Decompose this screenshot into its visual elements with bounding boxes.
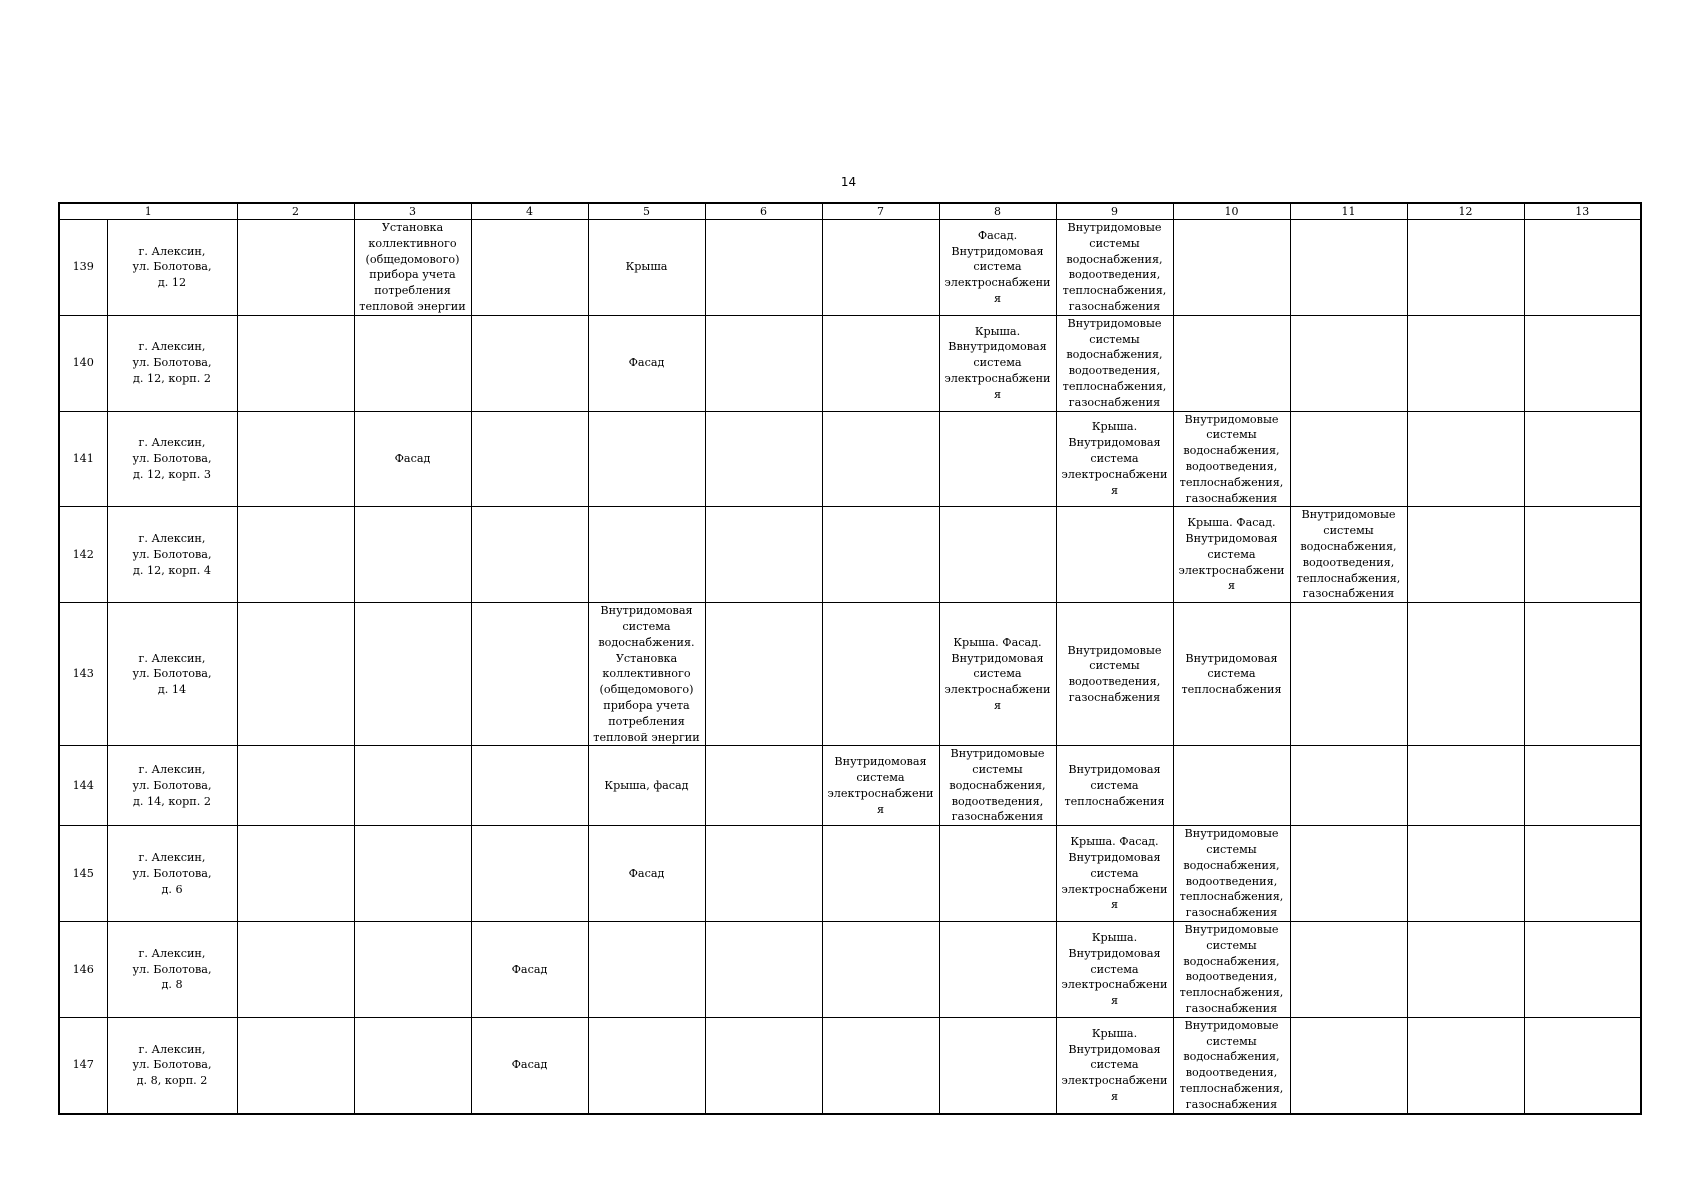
cell-text: г. Алексин, ул. Болотова, д. 6 — [132, 850, 212, 896]
work-cell-6 — [705, 603, 822, 746]
work-cell-4 — [471, 922, 588, 1018]
cell-text: Внутридомовая система водоснабжения. Установка коллективного (общедомового) прибора учета потребления тепловой энергии — [593, 604, 700, 744]
cell-text: Установка коллективного (общедомового) прибора учета потребления тепловой энергии — [359, 221, 466, 313]
cell-text: Фасад. Внутридомовая система электроснабжения — [944, 228, 1051, 306]
table-row — [59, 220, 1641, 316]
work-cell-8 — [939, 220, 1056, 316]
work-cell-13 — [1524, 411, 1641, 507]
row-number-cell — [59, 315, 107, 411]
header-cell: 9 — [1056, 203, 1173, 220]
address-cell — [107, 826, 237, 922]
cell-text: Крыша. Фасад. Внутридомовая система электроснабжения — [1178, 516, 1285, 593]
work-cell-11 — [1290, 411, 1407, 507]
work-cell-11 — [1290, 922, 1407, 1018]
cell-text: Внутридомовая система электроснабжения — [827, 755, 934, 816]
cell-text: Внутридомовые системы водоснабжения, водоотведения, теплоснабжения, газоснабжения — [1179, 1018, 1284, 1111]
work-cell-11 — [1290, 1017, 1407, 1113]
work-cell-8 — [939, 826, 1056, 922]
page-number: 14 — [840, 175, 857, 189]
work-cell-13 — [1524, 1017, 1641, 1113]
repair-schedule-table — [58, 202, 1642, 1115]
work-cell-10 — [1173, 922, 1290, 1018]
work-cell-10 — [1173, 507, 1290, 603]
work-cell-11 — [1290, 315, 1407, 411]
table-row — [59, 411, 1641, 507]
cell-text: Фасад — [394, 452, 431, 466]
work-cell-3 — [354, 826, 471, 922]
cell-text: Крыша. Внутридомовая система электроснабжения — [1061, 930, 1168, 1008]
work-cell-3 — [354, 507, 471, 603]
cell-text: Фасад — [511, 1058, 548, 1072]
work-cell-5 — [588, 826, 705, 922]
work-cell-5 — [588, 315, 705, 411]
cell-text: г. Алексин, ул. Болотова, д. 12, корп. 2 — [132, 340, 212, 386]
table-row — [59, 1017, 1641, 1113]
cell-text: Фасад — [628, 866, 665, 880]
work-cell-6 — [705, 220, 822, 316]
row-number-cell — [59, 1017, 107, 1113]
table-row — [59, 603, 1641, 746]
cell-text: Крыша — [625, 260, 668, 274]
work-cell-10 — [1173, 411, 1290, 507]
cell-text: Внутридомовые системы водоснабжения, водоотведения, газоснабжения — [949, 747, 1046, 824]
work-cell-12 — [1407, 1017, 1524, 1113]
work-cell-6 — [705, 826, 822, 922]
work-cell-11 — [1290, 507, 1407, 603]
work-cell-4 — [471, 507, 588, 603]
work-cell-5 — [588, 746, 705, 826]
cell-text: Крыша. Фасад. Внутридомовая система электроснабжения — [1061, 835, 1168, 912]
cell-text: 141 — [72, 452, 94, 466]
header-cell: 13 — [1524, 203, 1641, 220]
work-cell-9 — [1056, 411, 1173, 507]
address-cell — [107, 746, 237, 826]
header-cell: 1 — [59, 203, 237, 220]
address-cell — [107, 315, 237, 411]
work-cell-13 — [1524, 826, 1641, 922]
work-cell-4 — [471, 603, 588, 746]
header-cell: 10 — [1173, 203, 1290, 220]
cell-text: Крыша, фасад — [604, 778, 689, 792]
cell-text: Внутридомовая система теплоснабжения — [1181, 651, 1282, 697]
work-cell-5 — [588, 411, 705, 507]
work-cell-13 — [1524, 220, 1641, 316]
work-cell-11 — [1290, 220, 1407, 316]
table-row — [59, 746, 1641, 826]
work-cell-13 — [1524, 507, 1641, 603]
row-number-cell — [59, 603, 107, 746]
work-cell-3 — [354, 1017, 471, 1113]
cell-text: г. Алексин, ул. Болотова, д. 14 — [132, 651, 212, 697]
cell-text: 145 — [72, 866, 94, 880]
cell-text: Внутридомовые системы водоснабжения, водоотведения, теплоснабжения, газоснабжения — [1179, 923, 1284, 1016]
work-cell-9 — [1056, 220, 1173, 316]
cell-text: Фасад — [511, 962, 548, 976]
header-cell: 2 — [237, 203, 354, 220]
cell-text: г. Алексин, ул. Болотова, д. 14, корп. 2 — [132, 763, 212, 808]
work-cell-8 — [939, 507, 1056, 603]
work-cell-7 — [822, 746, 939, 826]
work-cell-2 — [237, 603, 354, 746]
work-cell-12 — [1407, 411, 1524, 507]
work-cell-2 — [237, 507, 354, 603]
work-cell-3 — [354, 220, 471, 316]
work-cell-2 — [237, 1017, 354, 1113]
address-cell — [107, 922, 237, 1018]
work-cell-9 — [1056, 315, 1173, 411]
work-cell-10 — [1173, 826, 1290, 922]
work-cell-10 — [1173, 220, 1290, 316]
work-cell-10 — [1173, 315, 1290, 411]
table-row — [59, 315, 1641, 411]
cell-text: Внутридомовые системы водоснабжения, водоотведения, теплоснабжения, газоснабжения — [1062, 316, 1167, 409]
work-cell-7 — [822, 315, 939, 411]
cell-text: Крыша. Ввнутридомовая система электроснабжения — [944, 324, 1051, 401]
work-cell-12 — [1407, 922, 1524, 1018]
work-cell-13 — [1524, 603, 1641, 746]
work-cell-2 — [237, 746, 354, 826]
cell-text: Крыша. Внутридомовая система электроснабжения — [1061, 1026, 1168, 1103]
work-cell-6 — [705, 922, 822, 1018]
cell-text: Крыша. Внутридомовая система электроснабжения — [1061, 420, 1168, 497]
work-cell-12 — [1407, 746, 1524, 826]
cell-text: Крыша. Фасад. Внутридомовая система электроснабжения — [944, 635, 1051, 712]
work-cell-6 — [705, 1017, 822, 1113]
work-cell-9 — [1056, 603, 1173, 746]
work-cell-7 — [822, 507, 939, 603]
work-cell-4 — [471, 746, 588, 826]
table-row — [59, 922, 1641, 1018]
row-number-cell — [59, 746, 107, 826]
table-header-row — [59, 203, 1641, 220]
work-cell-10 — [1173, 603, 1290, 746]
cell-text: 146 — [72, 962, 94, 976]
address-cell — [107, 1017, 237, 1113]
work-cell-8 — [939, 411, 1056, 507]
work-cell-3 — [354, 603, 471, 746]
cell-text: г. Алексин, ул. Болотова, д. 12, корп. 3 — [132, 436, 212, 481]
header-cell: 12 — [1407, 203, 1524, 220]
work-cell-6 — [705, 746, 822, 826]
cell-text: Внутридомовые системы водоснабжения, водоотведения, теплоснабжения, газоснабжения — [1062, 221, 1167, 313]
work-cell-7 — [822, 826, 939, 922]
work-cell-4 — [471, 315, 588, 411]
work-cell-8 — [939, 315, 1056, 411]
work-cell-2 — [237, 826, 354, 922]
header-cell: 4 — [471, 203, 588, 220]
work-cell-7 — [822, 1017, 939, 1113]
row-number-cell — [59, 220, 107, 316]
work-cell-5 — [588, 603, 705, 746]
cell-text: Внутридомовые системы водоснабжения, водоотведения, теплоснабжения, газоснабжения — [1296, 508, 1401, 601]
cell-text: Внутридомовые системы водоотведения, газоснабжения — [1067, 643, 1162, 704]
cell-text: 144 — [72, 778, 94, 792]
work-cell-11 — [1290, 746, 1407, 826]
work-cell-13 — [1524, 315, 1641, 411]
work-cell-8 — [939, 922, 1056, 1018]
work-cell-4 — [471, 1017, 588, 1113]
cell-text: Внутридомовая система теплоснабжения — [1064, 763, 1165, 808]
work-cell-9 — [1056, 1017, 1173, 1113]
cell-text: г. Алексин, ул. Болотова, д. 8, корп. 2 — [132, 1042, 212, 1088]
address-cell — [107, 603, 237, 746]
work-cell-3 — [354, 411, 471, 507]
row-number-cell — [59, 411, 107, 507]
work-cell-3 — [354, 746, 471, 826]
row-number-cell — [59, 826, 107, 922]
work-cell-8 — [939, 746, 1056, 826]
work-cell-3 — [354, 315, 471, 411]
work-cell-5 — [588, 507, 705, 603]
work-cell-5 — [588, 220, 705, 316]
work-cell-4 — [471, 411, 588, 507]
work-cell-6 — [705, 507, 822, 603]
row-number-cell — [59, 507, 107, 603]
work-cell-3 — [354, 922, 471, 1018]
work-cell-2 — [237, 220, 354, 316]
cell-text: 139 — [72, 260, 94, 274]
header-cell: 7 — [822, 203, 939, 220]
work-cell-6 — [705, 315, 822, 411]
work-cell-8 — [939, 1017, 1056, 1113]
address-cell — [107, 220, 237, 316]
work-cell-9 — [1056, 922, 1173, 1018]
row-number-cell — [59, 922, 107, 1018]
work-cell-12 — [1407, 507, 1524, 603]
work-cell-4 — [471, 220, 588, 316]
work-cell-5 — [588, 1017, 705, 1113]
work-cell-7 — [822, 922, 939, 1018]
header-cell: 3 — [354, 203, 471, 220]
work-cell-4 — [471, 826, 588, 922]
cell-text: Фасад — [628, 356, 665, 370]
cell-text: г. Алексин, ул. Болотова, д. 8 — [132, 946, 212, 992]
address-cell — [107, 507, 237, 603]
work-cell-12 — [1407, 315, 1524, 411]
header-cell: 11 — [1290, 203, 1407, 220]
address-cell — [107, 411, 237, 507]
cell-text: 140 — [72, 356, 94, 370]
work-cell-8 — [939, 603, 1056, 746]
work-cell-7 — [822, 603, 939, 746]
work-cell-12 — [1407, 220, 1524, 316]
work-cell-2 — [237, 411, 354, 507]
work-cell-9 — [1056, 507, 1173, 603]
work-cell-2 — [237, 922, 354, 1018]
cell-text: г. Алексин, ул. Болотова, д. 12, корп. 4 — [132, 532, 212, 577]
table-row — [59, 826, 1641, 922]
work-cell-12 — [1407, 603, 1524, 746]
header-cell: 6 — [705, 203, 822, 220]
cell-text: Внутридомовые системы водоснабжения, водоотведения, теплоснабжения, газоснабжения — [1179, 412, 1284, 505]
work-cell-11 — [1290, 603, 1407, 746]
header-cell: 8 — [939, 203, 1056, 220]
work-cell-12 — [1407, 826, 1524, 922]
work-cell-5 — [588, 922, 705, 1018]
work-cell-10 — [1173, 746, 1290, 826]
cell-text: 143 — [72, 667, 94, 681]
work-cell-2 — [237, 315, 354, 411]
cell-text: 142 — [72, 547, 94, 561]
work-cell-13 — [1524, 922, 1641, 1018]
cell-text: Внутридомовые системы водоснабжения, водоотведения, теплоснабжения, газоснабжения — [1179, 827, 1284, 920]
work-cell-7 — [822, 411, 939, 507]
header-cell: 5 — [588, 203, 705, 220]
table-row — [59, 507, 1641, 603]
work-cell-9 — [1056, 826, 1173, 922]
work-cell-13 — [1524, 746, 1641, 826]
cell-text: 147 — [72, 1058, 94, 1072]
cell-text: г. Алексин, ул. Болотова, д. 12 — [132, 244, 212, 290]
work-cell-10 — [1173, 1017, 1290, 1113]
work-cell-11 — [1290, 826, 1407, 922]
work-cell-7 — [822, 220, 939, 316]
work-cell-6 — [705, 411, 822, 507]
work-cell-9 — [1056, 746, 1173, 826]
